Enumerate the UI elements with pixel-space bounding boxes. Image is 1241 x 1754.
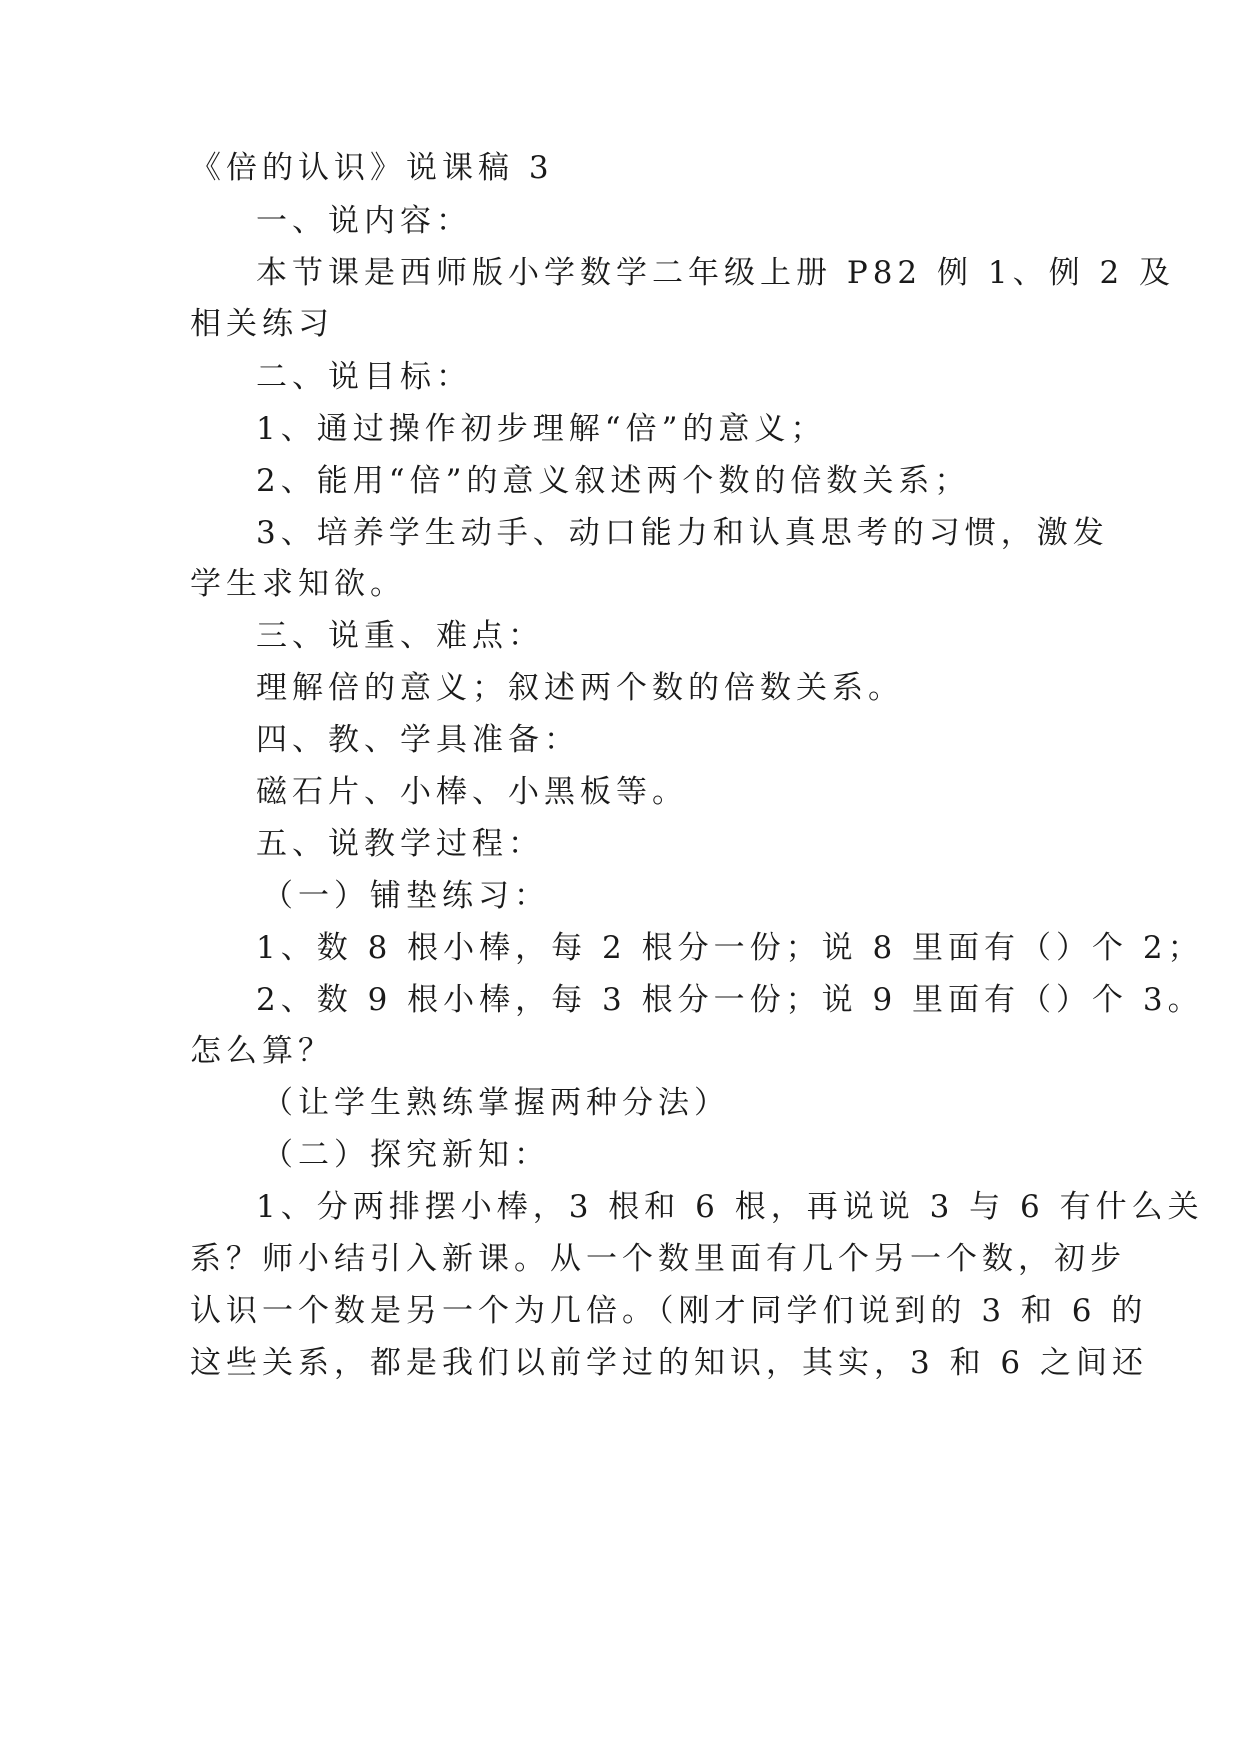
subsection-heading: （一）铺垫练习：	[262, 878, 550, 914]
document-title: 《倍的认识》说课稿 3	[190, 150, 554, 186]
paragraph-line: 磁石片、小棒、小黑板等。	[256, 774, 688, 810]
list-item: 2、数 9 根小棒，每 3 根分一份；说 9 里面有（）个 3。	[256, 982, 1204, 1018]
paragraph-line: 学生求知欲。	[190, 566, 406, 602]
paragraph-line: 系？师小结引入新课。从一个数里面有几个另一个数，初步	[190, 1241, 1126, 1277]
paragraph-line: 相关练习	[190, 306, 334, 342]
section-heading-process: 五、说教学过程：	[256, 826, 544, 862]
section-heading-key-points: 三、说重、难点：	[256, 618, 544, 654]
section-heading-goals: 二、说目标：	[256, 359, 472, 395]
list-item: 1、数 8 根小棒，每 2 根分一份；说 8 里面有（）个 2；	[256, 930, 1204, 966]
paragraph-line: （让学生熟练掌握两种分法）	[262, 1085, 730, 1121]
list-item: 1、分两排摆小棒，3 根和 6 根，再说说 3 与 6 有什么关	[256, 1189, 1204, 1225]
paragraph-line: 这些关系，都是我们以前学过的知识，其实，3 和 6 之间还	[190, 1345, 1149, 1381]
paragraph-line: 怎么算？	[190, 1033, 334, 1069]
list-item: 3、培养学生动手、动口能力和认真思考的习惯，激发	[256, 515, 1109, 551]
list-item: 2、能用“倍”的意义叙述两个数的倍数关系；	[256, 463, 971, 499]
paragraph-line: 本节课是西师版小学数学二年级上册 P82 例 1、例 2 及	[256, 255, 1176, 291]
list-item: 1、通过操作初步理解“倍”的意义；	[256, 411, 827, 447]
section-heading-materials: 四、教、学具准备：	[256, 722, 580, 758]
subsection-heading: （二）探究新知：	[262, 1137, 550, 1173]
paragraph-line: 理解倍的意义；叙述两个数的倍数关系。	[256, 670, 904, 706]
section-heading-content: 一、说内容：	[256, 203, 472, 239]
paragraph-line: 认识一个数是另一个为几倍。（刚才同学们说到的 3 和 6 的	[190, 1293, 1148, 1329]
